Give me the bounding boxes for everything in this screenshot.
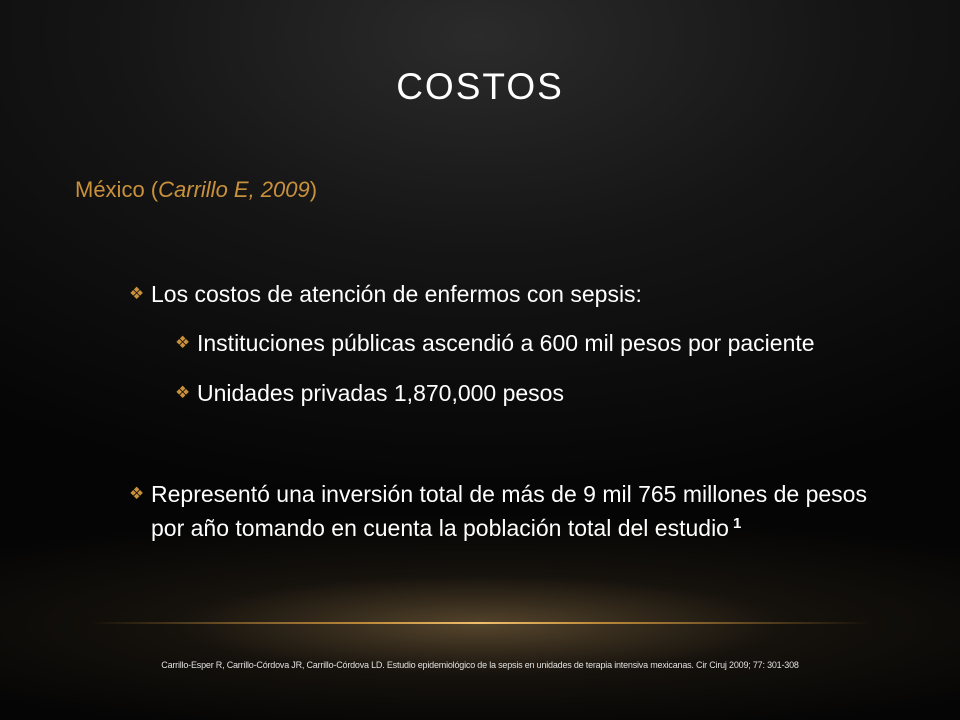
slide-title: COSTOS bbox=[396, 66, 564, 107]
subtitle-citation: Carrillo E, 2009 bbox=[158, 177, 310, 202]
subbullet-text: Instituciones públicas ascendió a 600 mil pesos por paciente bbox=[197, 330, 815, 356]
diamond-bullet-icon: ❖ bbox=[175, 333, 191, 353]
diamond-bullet-icon: ❖ bbox=[175, 383, 191, 403]
diamond-bullet-icon: ❖ bbox=[129, 284, 145, 304]
bullet-text-wrap bbox=[151, 477, 869, 545]
bullet-text: Los costos de atención de enfermos con sepsis: bbox=[151, 281, 642, 307]
diamond-bullet-icon: ❖ bbox=[129, 484, 145, 504]
subbullet-private bbox=[175, 376, 564, 410]
footer-divider bbox=[90, 622, 870, 624]
reference-citation: Carrillo-Esper R, Carrillo-Córdova JR, Carrillo-Córdova LD. Estudio epidemiológico de la sepsis en unidades de terapia intensiva mexicanas. Cir Ciruj 2009; 77: 301-308 bbox=[161, 660, 799, 670]
reference-mark: 1 bbox=[732, 515, 742, 532]
subbullet-public bbox=[175, 326, 815, 360]
slide-subtitle bbox=[75, 177, 317, 203]
subtitle-suffix: ) bbox=[309, 177, 318, 202]
subbullet-text: Unidades privadas 1,870,000 pesos bbox=[197, 380, 564, 406]
bullet-investment bbox=[129, 477, 869, 545]
subtitle-prefix: México ( bbox=[75, 177, 159, 202]
bullet-costs bbox=[129, 277, 642, 311]
bullet-text: Representó una inversión total de más de 9 mil 765 millones de pesos por año tomando en cuenta la población total del estudio bbox=[151, 481, 867, 541]
